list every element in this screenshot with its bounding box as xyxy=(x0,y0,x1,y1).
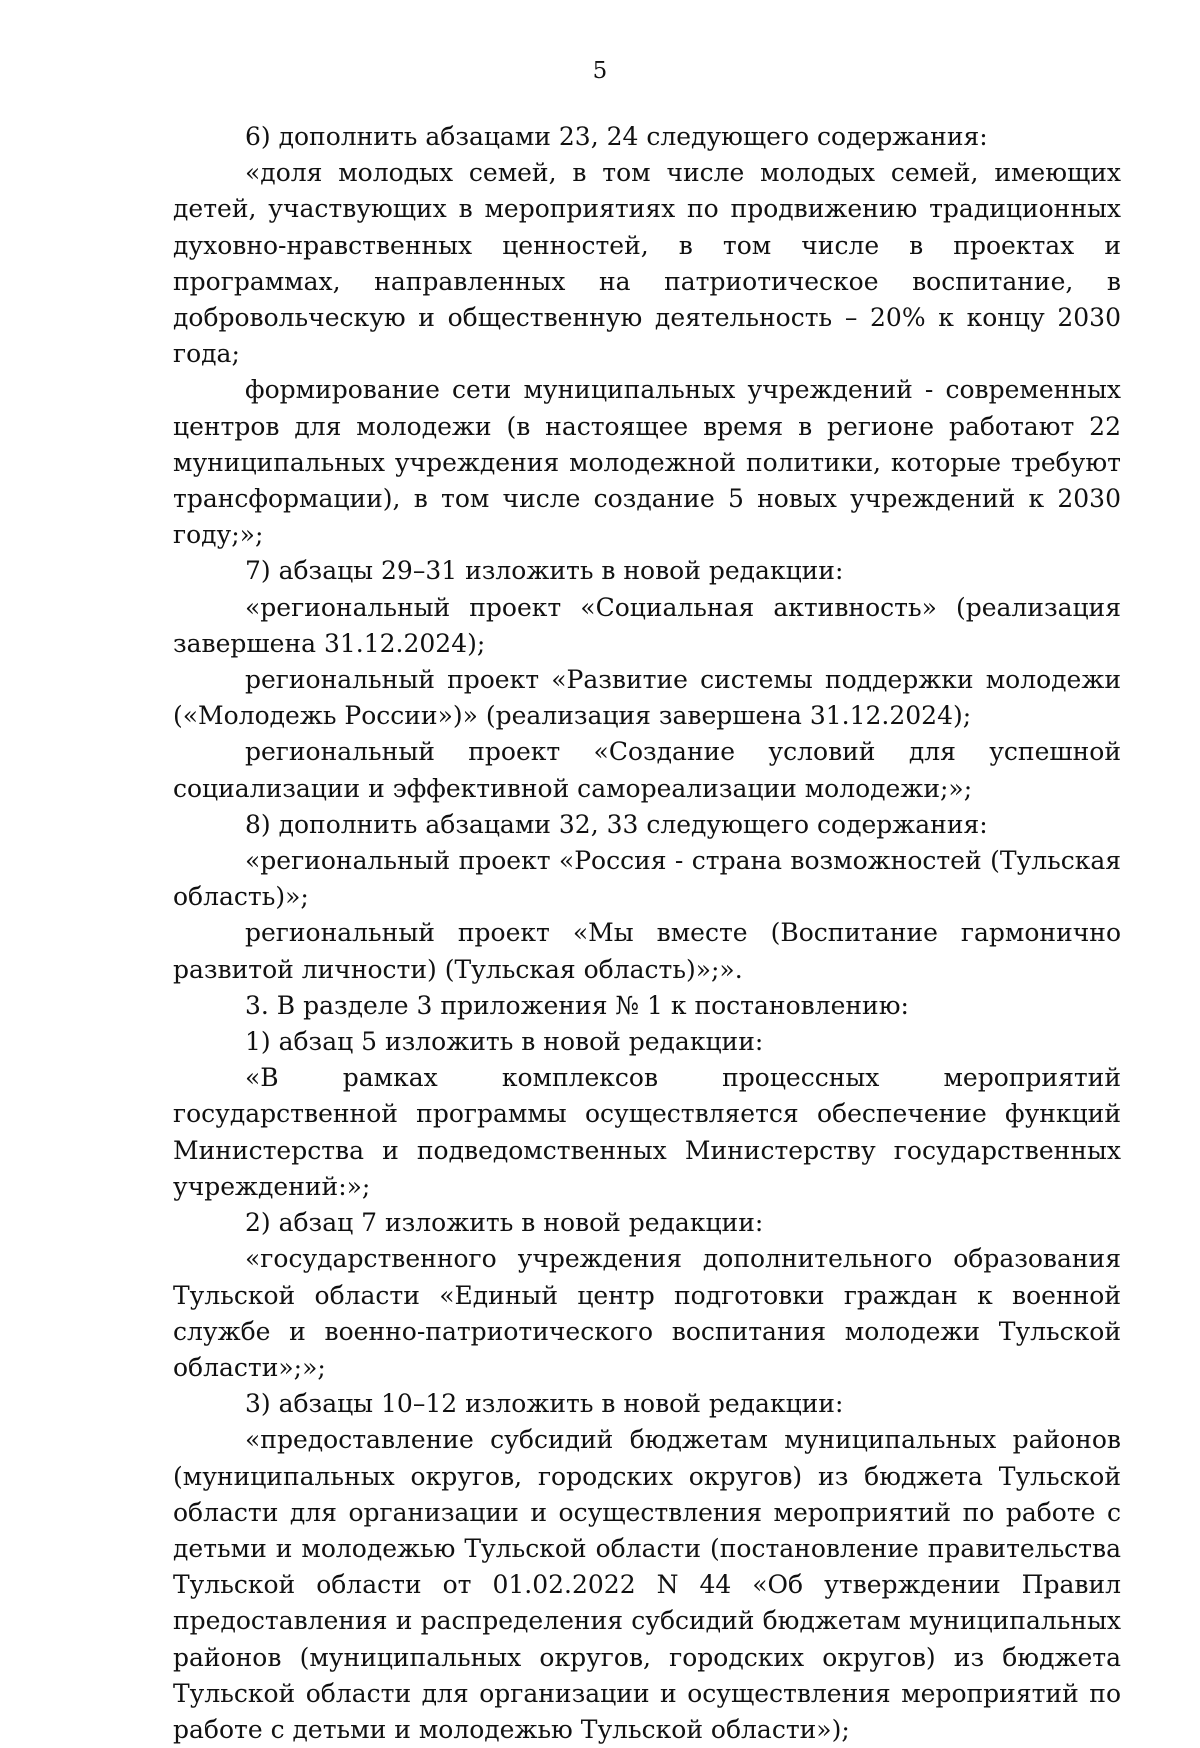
paragraph: 2) абзац 7 изложить в новой редакции: xyxy=(245,1208,764,1238)
paragraph: «В рамках комплексов процессных мероприятий государственной программы осуществляется обеспечение функций Министерства и подведомственных Министерству государственных учреждений:»; xyxy=(173,1063,1121,1201)
paragraph: 1) абзац 5 изложить в новой редакции: xyxy=(245,1027,764,1057)
paragraph: региональный проект «Создание условий для успешной социализации и эффективной самореализации молодежи;»; xyxy=(173,737,1121,803)
paragraph: «региональный проект «Россия - страна возможностей (Тульская область)»; xyxy=(173,846,1121,912)
paragraph: «региональный проект «Социальная активность» (реализация завершена 31.12.2024); xyxy=(173,592,1121,658)
paragraph: 7) абзацы 29–31 изложить в новой редакции: xyxy=(245,556,844,586)
paragraph: региональный проект «Мы вместе (Воспитание гармонично развитой личности) (Тульская область)»;». xyxy=(173,918,1121,984)
page-number: 5 xyxy=(592,58,608,84)
paragraph: «доля молодых семей, в том числе молодых семей, имеющих детей, участвующих в мероприятиях по продвижению традиционных духовно-нравственных ценностей, в том числе в проектах и программах, направленных на патриотическое воспитание, в добровольческую и общественную деятельность – 20% к концу 2030 года; xyxy=(173,158,1121,369)
paragraph: региональный проект «Развитие системы поддержки молодежи («Молодежь России»)» (реализация завершена 31.12.2024); xyxy=(173,665,1121,731)
paragraph: 8) дополнить абзацами 32, 33 следующего содержания: xyxy=(245,809,988,839)
paragraph: «предоставление субсидий бюджетам муниципальных районов (муниципальных округов, городских округов) из бюджета Тульской области для организации и осуществления мероприятий по работе с детьми и молодежью Тульской области (постановление правительства Тульской области от 01.02.2022 N 44 «Об утверждении Правил предоставления и распределения субсидий бюджетам муниципальных районов (муниципальных округов, городских округов) из бюджета Тульской области для организации и осуществления мероприятий по работе с детьми и молодежью Тульской области»); xyxy=(173,1425,1121,1744)
paragraph: 6) дополнить абзацами 23, 24 следующего содержания: xyxy=(245,122,988,151)
paragraph: 3) абзацы 10–12 изложить в новой редакции: xyxy=(245,1389,844,1419)
paragraph: формирование сети муниципальных учреждений - современных центров для молодежи (в настоящее время в регионе работают 22 муниципальных учреждения молодежной политики, которые требуют трансформации), в том числе создание 5 новых учреждений к 2030 году;»; xyxy=(173,375,1121,550)
paragraph: «государственного учреждения дополнительного образования Тульской области «Единый центр подготовки граждан к военной службе и военно-патриотического воспитания молодежи Тульской области»;»; xyxy=(173,1244,1121,1382)
document-body xyxy=(173,119,1121,1748)
paragraph: 3. В разделе 3 приложения № 1 к постановлению: xyxy=(245,990,909,1020)
